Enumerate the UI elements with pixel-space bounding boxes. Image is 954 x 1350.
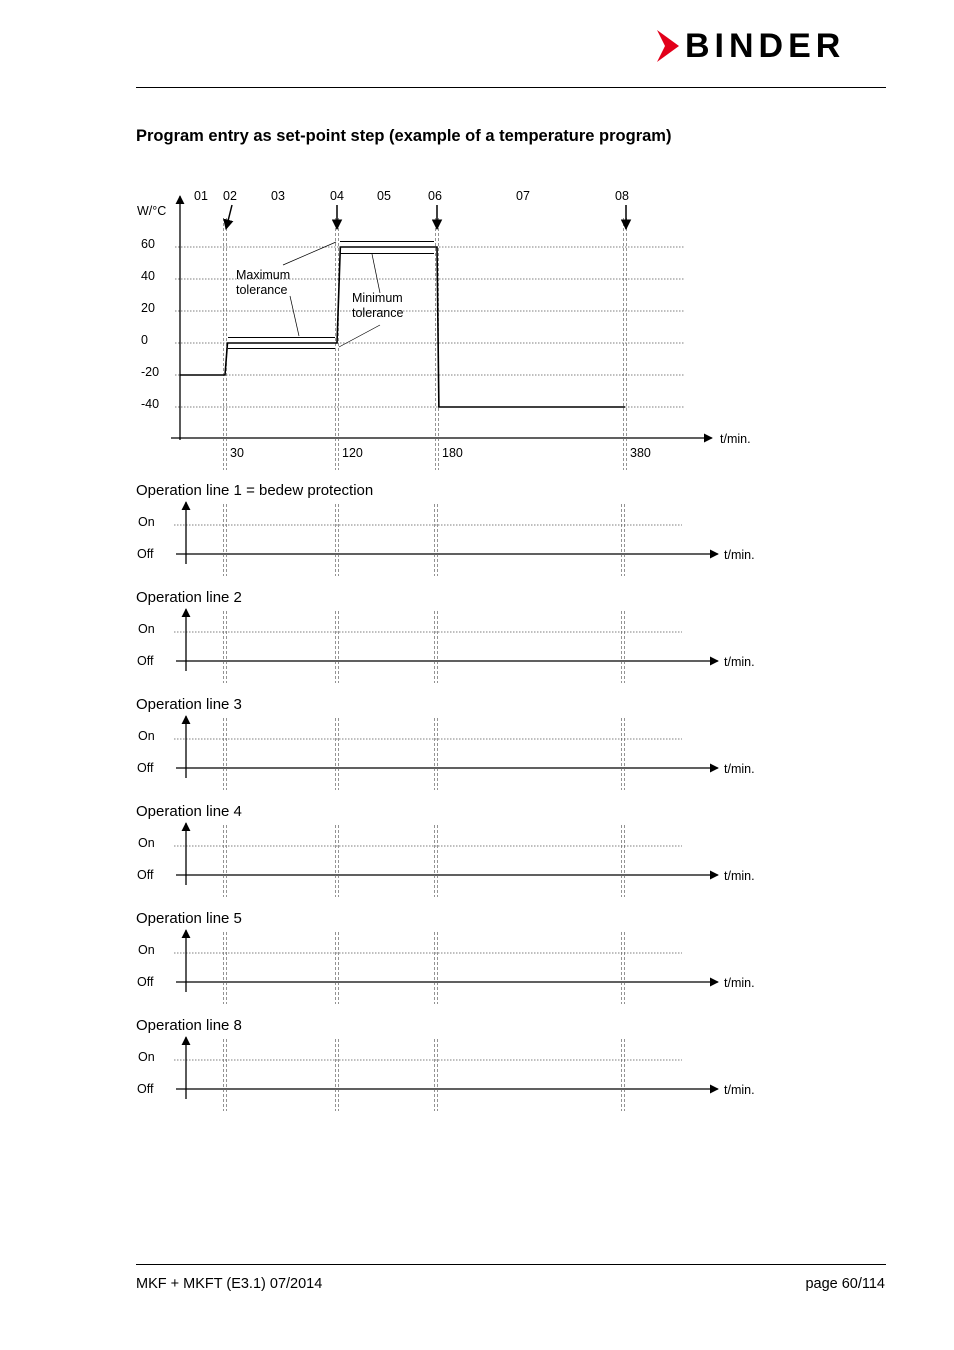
annotation-leader-line <box>283 242 336 265</box>
off-label: Off <box>137 868 154 882</box>
y-tick-label: -20 <box>141 365 160 379</box>
operation-line-title: Operation line 5 <box>136 910 242 927</box>
section-heading: Program entry as set-point step (example of a temperature program) <box>136 127 672 145</box>
operation-line-title: Operation line 8 <box>136 1017 242 1034</box>
minimum-tolerance-annotation: Minimum <box>352 291 403 305</box>
section-number: 04 <box>330 189 344 203</box>
operation-line-chart <box>136 1017 755 1111</box>
x-axis-unit-label: t/min. <box>724 655 755 669</box>
y-tick-label: 20 <box>141 301 155 315</box>
section-number: 01 <box>194 189 208 203</box>
on-label: On <box>138 943 155 957</box>
step-arrow <box>226 205 232 229</box>
operation-line-title: Operation line 2 <box>136 589 242 606</box>
y-tick-label: 0 <box>141 333 148 347</box>
maximum-tolerance-annotation: tolerance <box>236 283 288 297</box>
annotation-leader-line <box>372 254 380 293</box>
x-axis-unit-label: t/min. <box>724 548 755 562</box>
section-number: 03 <box>271 189 285 203</box>
time-label: 30 <box>230 446 244 460</box>
operation-line-chart <box>136 589 755 683</box>
time-label: 180 <box>442 446 463 460</box>
x-axis-unit-label: t/min. <box>724 762 755 776</box>
time-label: 120 <box>342 446 363 460</box>
operation-line-title: Operation line 3 <box>136 696 242 713</box>
footer-rule <box>136 1264 886 1265</box>
off-label: Off <box>137 1082 154 1096</box>
section-number: 07 <box>516 189 530 203</box>
brand-wordmark: BINDER <box>685 27 846 65</box>
annotation-leader-line <box>339 325 380 347</box>
y-tick-label: 60 <box>141 237 155 251</box>
operation-line-chart <box>136 482 755 576</box>
section-number: 05 <box>377 189 391 203</box>
off-label: Off <box>137 975 154 989</box>
section-number: 08 <box>615 189 629 203</box>
x-axis-unit-label: t/min. <box>724 869 755 883</box>
y-axis-unit-label: W/°C <box>137 204 167 218</box>
annotation-leader-line <box>290 296 299 336</box>
footer-document-id: MKF + MKFT (E3.1) 07/2014 <box>136 1276 323 1292</box>
x-axis-unit-label: t/min. <box>724 1083 755 1097</box>
off-label: Off <box>137 654 154 668</box>
on-label: On <box>138 1050 155 1064</box>
on-label: On <box>138 622 155 636</box>
x-axis-unit-label: t/min. <box>720 432 751 446</box>
operation-line-title: Operation line 1 = bedew protection <box>136 482 374 499</box>
operation-lines <box>136 482 755 1111</box>
on-label: On <box>138 836 155 850</box>
on-label: On <box>138 729 155 743</box>
maximum-tolerance-annotation: Maximum <box>236 268 291 282</box>
off-label: Off <box>137 547 154 561</box>
footer-page-number: page 60/114 <box>805 1276 885 1292</box>
temperature-program-chart <box>137 189 751 470</box>
y-tick-label: 40 <box>141 269 155 283</box>
time-label: 380 <box>630 446 651 460</box>
section-number: 02 <box>223 189 237 203</box>
on-label: On <box>138 515 155 529</box>
operation-line-chart <box>136 696 755 790</box>
x-axis-unit-label: t/min. <box>724 976 755 990</box>
off-label: Off <box>137 761 154 775</box>
section-number: 06 <box>428 189 442 203</box>
y-tick-label: -40 <box>141 397 160 411</box>
minimum-tolerance-annotation: tolerance <box>352 306 404 320</box>
operation-line-chart <box>136 910 755 1004</box>
operation-line-title: Operation line 4 <box>136 803 242 820</box>
operation-line-chart <box>136 803 755 897</box>
